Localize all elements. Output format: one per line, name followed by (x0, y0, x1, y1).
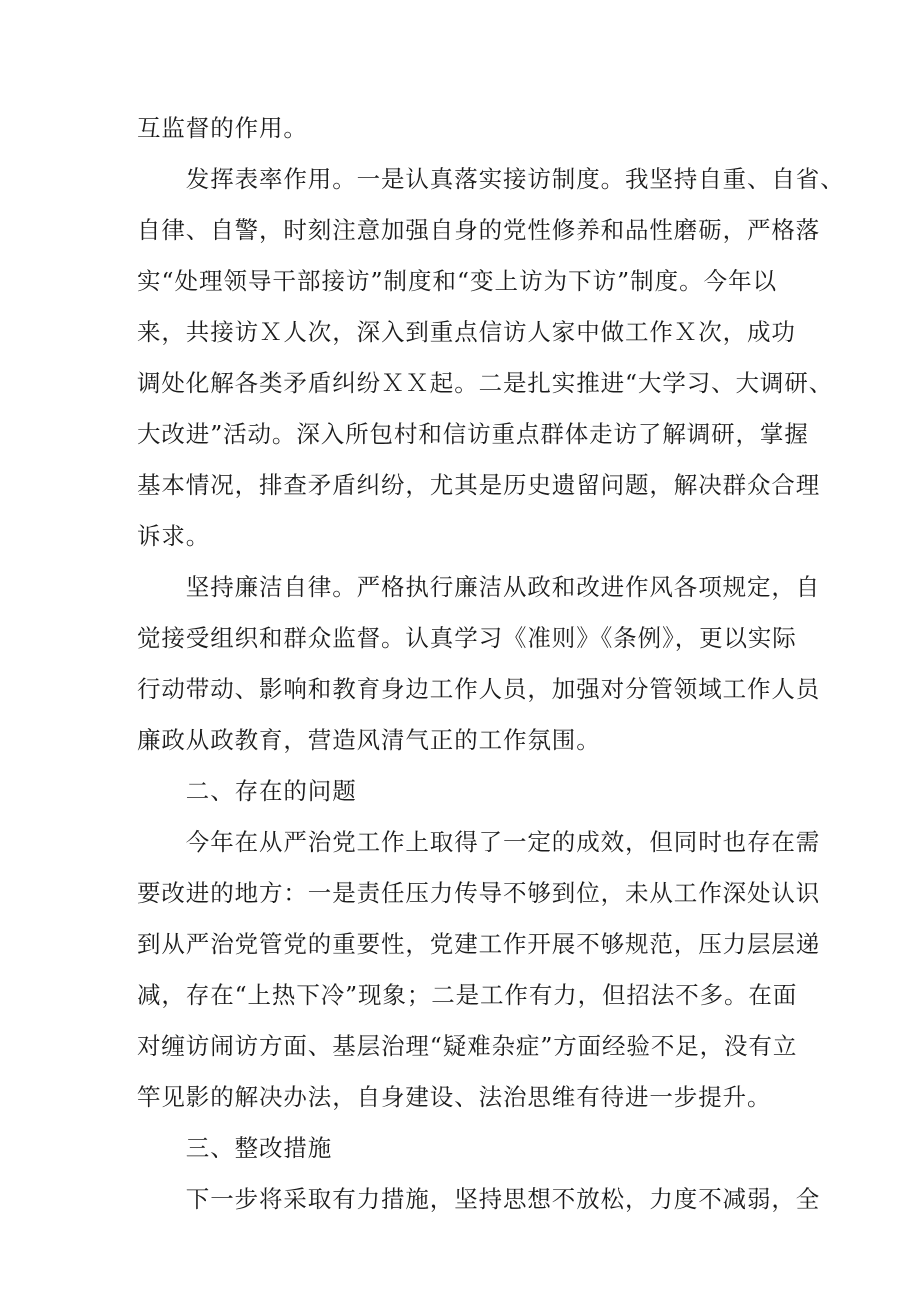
paragraph-line: 诉求。 (137, 522, 211, 550)
paragraph-line: 互监督的作用。 (137, 114, 308, 142)
section-heading-measures: 三、整改措施 (137, 1134, 333, 1162)
paragraph-line: 发挥表率作用。一是认真落实接访制度。我坚持自重、自省、 (137, 165, 845, 193)
paragraph-line: 坚持廉洁自律。严格执行廉洁从政和改进作风各项规定，自 (137, 573, 821, 601)
paragraph-line: 下一步将采取有力措施，坚持思想不放松，力度不减弱，全 (137, 1185, 821, 1213)
paragraph-line: 廉政从政教育，营造风清气正的工作氛围。 (137, 726, 601, 754)
section-heading-problems: 二、存在的问题 (137, 777, 357, 805)
document-body (137, 103, 845, 1225)
paragraph-line: 调处化解各类矛盾纠纷ＸＸ起。二是扎实推进“大学习、大调研、 (137, 369, 834, 397)
paragraph-line: 行动带动、影响和教育身边工作人员，加强对分管领域工作人员 (137, 675, 821, 703)
paragraph-line: 大改进”活动。深入所包村和信访重点群体走访了解调研，掌握 (137, 420, 809, 448)
paragraph-line: 要改进的地方：一是责任压力传导不够到位，未从工作深处认识 (137, 879, 821, 907)
paragraph-line: 基本情况，排查矛盾纠纷，尤其是历史遗留问题，解决群众合理 (137, 471, 821, 499)
paragraph-line: 今年在从严治党工作上取得了一定的成效，但同时也存在需 (137, 828, 821, 856)
paragraph-line: 自律、自警，时刻注意加强自身的党性修养和品性磨砺，严格落 (137, 216, 821, 244)
paragraph-line: 到从严治党管党的重要性，党建工作开展不够规范，压力层层递 (137, 930, 821, 958)
paragraph-line: 来，共接访Ｘ人次，深入到重点信访人家中做工作Ｘ次，成功 (137, 318, 796, 346)
paragraph-line: 觉接受组织和群众监督。认真学习《准则》《条例》，更以实际 (137, 624, 797, 652)
paragraph-line: 对缠访闹访方面、基层治理“疑难杂症”方面经验不足，没有立 (137, 1032, 798, 1060)
paragraph-line: 减，存在“上热下冷”现象；二是工作有力，但招法不多。在面 (137, 981, 798, 1009)
paragraph-line: 实“处理领导干部接访”制度和“变上访为下访”制度。今年以 (137, 267, 777, 295)
paragraph-line: 竿见影的解决办法，自身建设、法治思维有待进一步提升。 (137, 1083, 772, 1111)
